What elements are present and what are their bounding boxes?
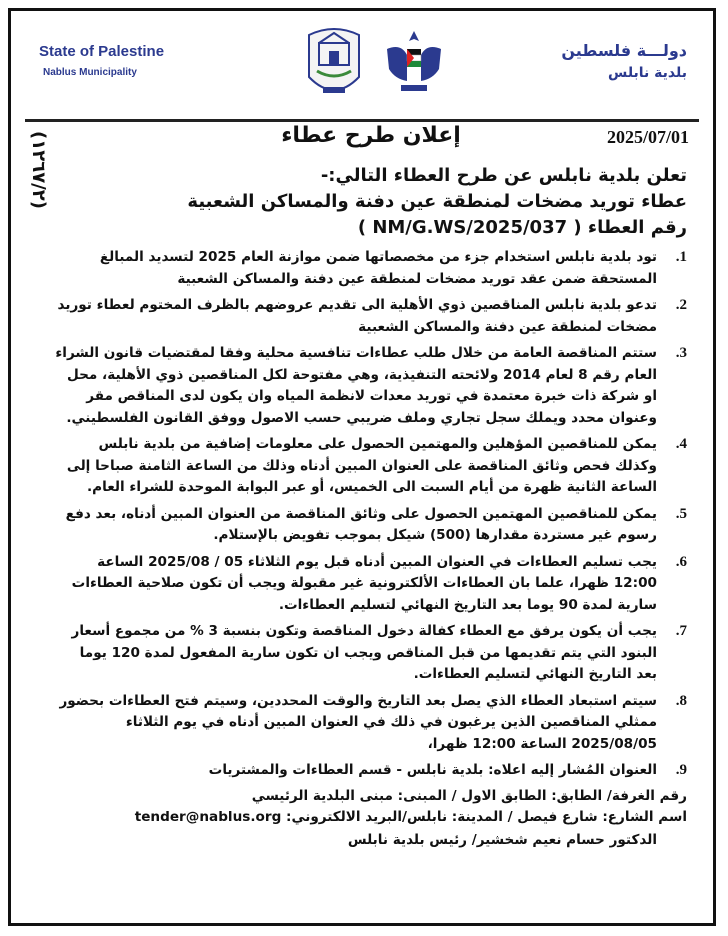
list-item — [55, 504, 687, 547]
announcement-date: 2025/07/01 — [607, 127, 690, 147]
item-text: يجب تسليم العطاءات في العنوان المبين أدناه قبل يوم الثلاثاء 05 / 2025/08 الساعة 12:00 ظهرا، علما بان العطاءات الألكترونية غير مقبولة ويجب أن تكون صلاحية العطاءات سارية لمدة 90 يوما بعد التاريخ النهائي لتسليم العطاءات. — [71, 553, 657, 613]
item-text: يمكن للمناقصين المؤهلين والمهتمين الحصول على معلومات إضافية من بلدية نابلس وكذلك فحص وثائق المناقصة على العنوان المبين أدناه وذلك من الساعة الثامنة صباحا إلى الساعة الثانية ظهرة من أيام السبت الى الخميس، أو عبر البوابة الموحدة للشراء العام. — [66, 436, 657, 495]
ar-municipality-name: بلدية نابلس — [608, 65, 687, 81]
list-item — [55, 434, 687, 499]
letterhead — [11, 11, 713, 111]
signature: الدكتور حسام نعيم شخشير/ رئيس بلدية نابلس — [347, 831, 657, 848]
header-divider — [25, 119, 699, 122]
item-number: 7. — [675, 623, 687, 639]
announcement-body — [55, 163, 687, 851]
item-number: 2. — [675, 297, 687, 313]
item-text: تود بلدية نابلس استخدام جزء من مخصصاتها ضمن موازنة العام 2025 لتسديد المبالغ المستحقة ضمن عقد توريد مضخات لمنطقة عين دفنة والمساكن الشعبية — [99, 249, 657, 287]
page-frame — [8, 8, 716, 926]
item-text: يجب أن يكون يرفق مع العطاء كفالة دخول المناقصة وتكون بنسبة 3 % من مجموع أسعار البنود التي يتم تقديمها من قبل المناقص ويجب ان تكون سارية المفعول لمدة 120 يوما بعد التاريخ النهائي لتسليم العطاءات. — [71, 623, 657, 682]
tender-subject: عطاء توريد مضخات لمنطقة عين دفنة والمساكن الشعبية — [187, 191, 687, 212]
en-title: State of Palestine — [39, 43, 165, 60]
reference-number: (١٢٦٧/٢) — [28, 131, 49, 209]
list-item — [55, 343, 687, 429]
tender-number: رقم العطاء ( NM/G.WS/2025/037 ) — [357, 217, 687, 238]
item-number: 8. — [675, 692, 687, 709]
list-item — [55, 552, 687, 617]
item-text: تدعو بلدية نابلس المناقصين ذوي الأهلية الى تقديم عروضهم بالظرف المختوم لعطاء توريد مضخات لمنطقة عين دفنة والمساكن الشعبية — [57, 297, 657, 335]
item-number: 6. — [675, 553, 687, 570]
item-text: ستتم المناقصة العامة من خلال طلب عطاءات تنافسية محلية وفقا لمقتضيات قانون الشراء العام رقم 8 لعام 2014 ولائحته التنفيذية، وهي مفتوحة لكل المناقصين ذوي الأهلية، محل او شركة ذات خبرة معتمدة في توريد معدات لانظمة المياه وان يكون لدى المناقص مقر وعنوان محدد ويملك سجل تجاري وملف ضريبي حسب الاصول ووفق القانون الفلسطيني. — [55, 345, 657, 426]
list-item — [55, 621, 687, 686]
item-number: 3. — [675, 345, 687, 361]
en-subtitle: Nablus Municipality — [43, 67, 137, 78]
ar-state-name: دولـــة فلسطين — [561, 41, 687, 60]
item-text: سيتم استبعاد العطاء الذي يصل بعد التاريخ والوقت المحددين، وسيتم فتح العطاءات بحضور ممثلي المناقصين الذين يرغبون في ذلك في العنوان المبين أدناه في يوم الثلاثاء 2025/08/05 الساعة 12:00 ظهرا، — [59, 692, 657, 752]
item-number: 5. — [675, 505, 687, 522]
intro-line: تعلن بلدية نابلس عن طرح العطاء التالي:- — [320, 165, 687, 186]
palestine-eagle-icon — [383, 25, 445, 103]
conditions-list — [55, 247, 687, 782]
list-item — [55, 760, 687, 782]
item-number: 1. — [675, 249, 687, 265]
municipality-emblem-icon — [303, 25, 365, 103]
list-item — [55, 295, 687, 338]
page-title: إعلان طرح عطاء — [281, 123, 461, 148]
list-item — [55, 691, 687, 756]
address-street-email: اسم الشارع: شارع فيصل / المدينة: نابلس/البريد الالكتروني: tender@nablus.org — [134, 809, 687, 825]
item-number: 4. — [675, 436, 687, 452]
address-room: رقم الغرفة/ الطابق: الطابق الاول / المبنى: مبنى البلدية الرئيسي — [251, 787, 687, 804]
item-text: العنوان المُشار إليه اعلاه: بلدية نابلس - قسم العطاءات والمشتريات — [208, 762, 657, 778]
item-text: يمكن للمناقصين المهتمين الحصول على وثائق المناقصة من العنوان المبين أدناه، بعد دفع رسوم غير مستردة مقدارها (500) شيكل بموجب تفويض بالإستلام. — [65, 505, 657, 543]
list-item — [55, 247, 687, 290]
item-number: 9. — [675, 762, 687, 778]
